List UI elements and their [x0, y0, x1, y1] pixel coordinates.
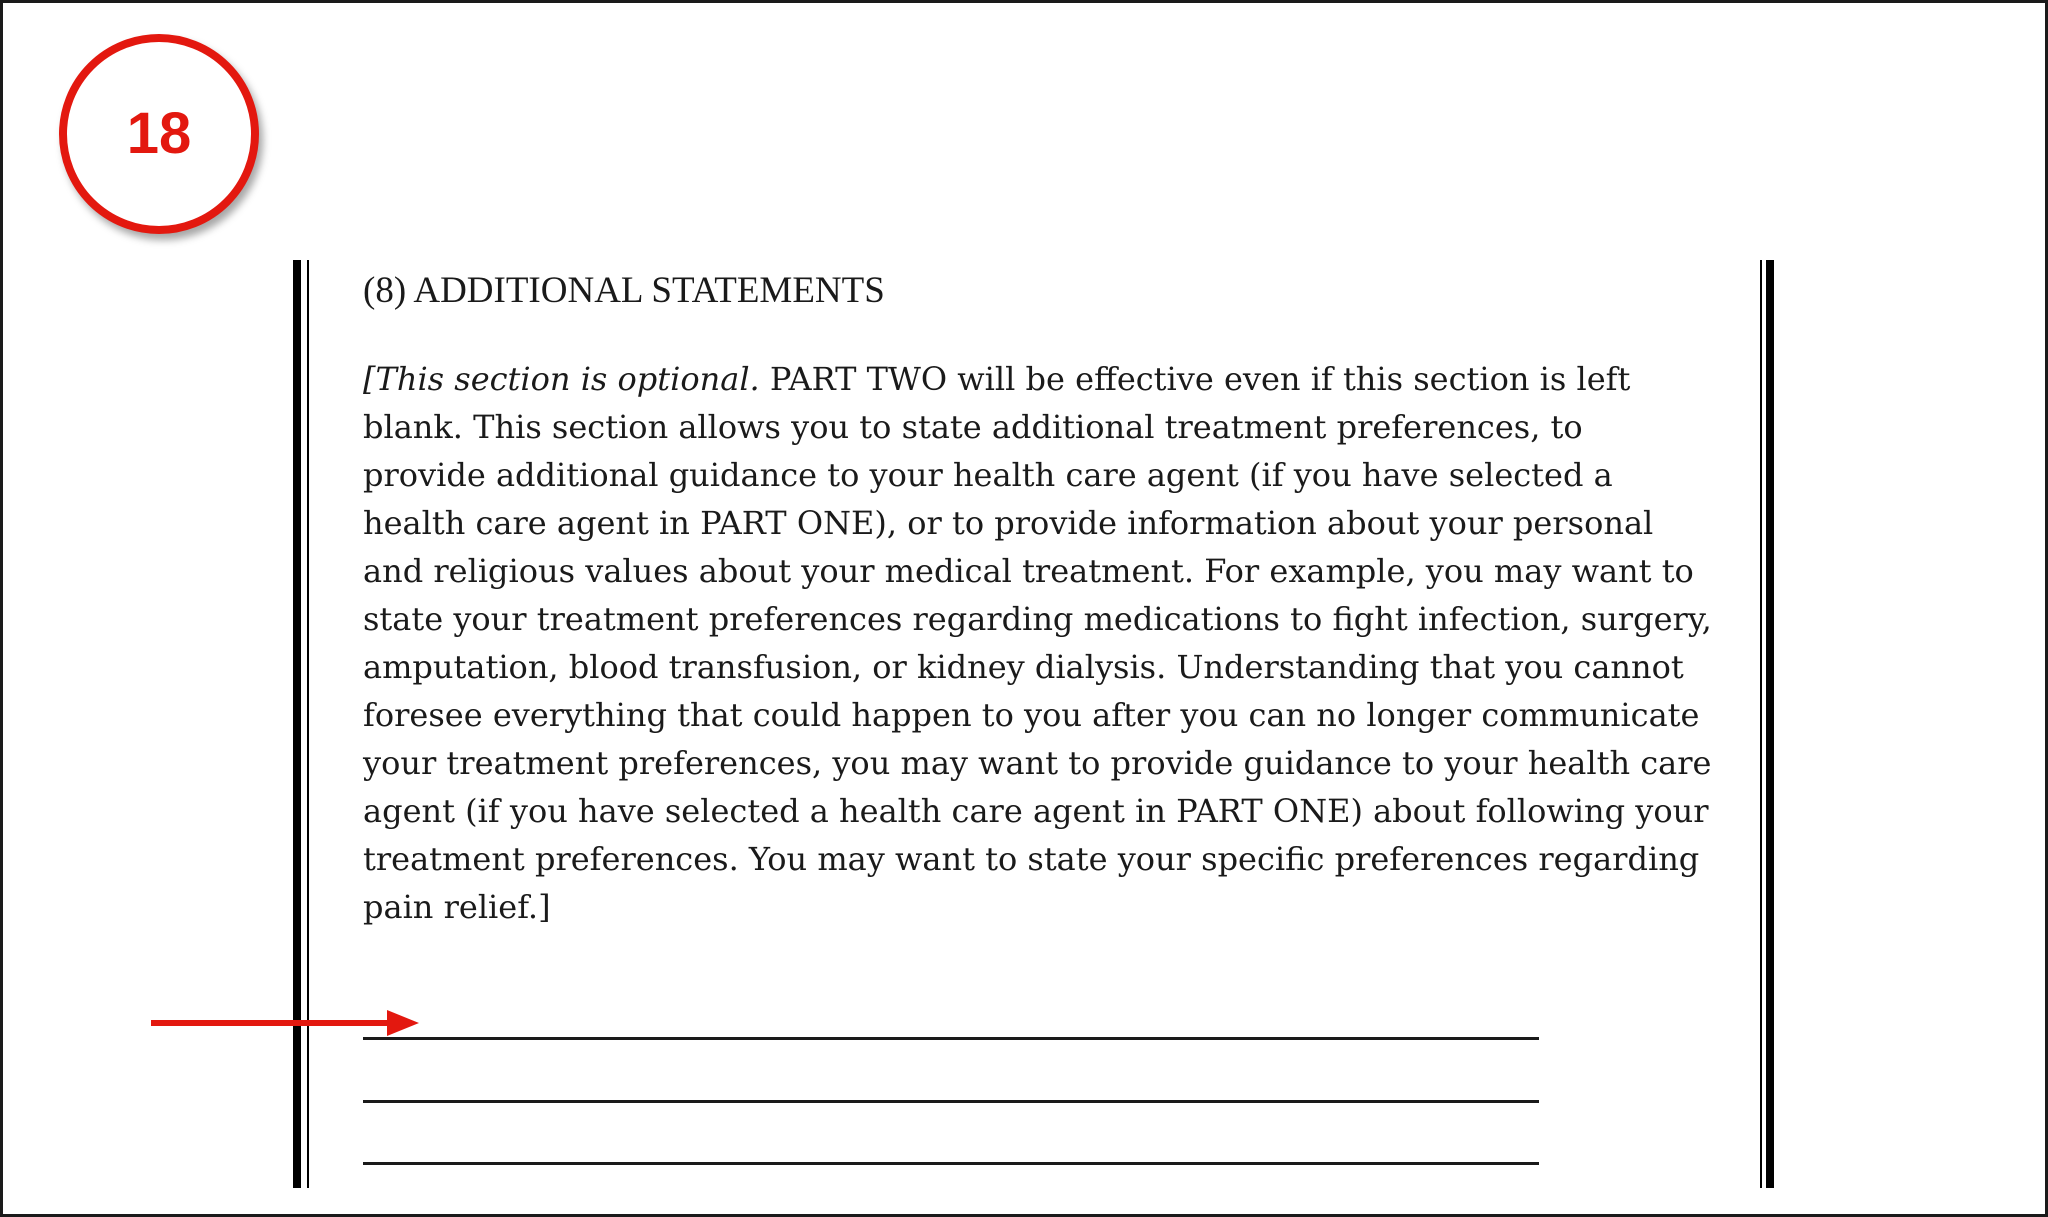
arrow-right-icon: [151, 1009, 419, 1037]
section-content: [363, 265, 1713, 931]
border-rule-thick: [1766, 260, 1774, 1188]
section-heading: (8) ADDITIONAL STATEMENTS: [363, 270, 885, 311]
answer-line-2[interactable]: [363, 1041, 1539, 1103]
page-border-right: [1760, 260, 1780, 1188]
instructions-text: PART TWO will be effective even if this section is left blank. This section allows you to state additional treatment preferences, to provide additional guidance to your health care agent (if you have selected a health care agent in PART ONE), or to provide information about your personal and religious values about your medical treatment. For example, you may want to state your treatment preferences regarding medications to fight infection, surgery, amputation, blood transfusion, or kidney dialysis. Understanding that you cannot foresee everything that could happen to you after you can no longer communicate your treatment preferences, you may want to provide guidance to your health care agent (if you have selected a health care agent in PART ONE) about following your treatment preferences. You may want to state your specific preferences regarding pain relief.]: [363, 360, 1712, 926]
optional-note: [This section is optional.: [363, 360, 760, 398]
step-number-badge: [59, 34, 259, 234]
section-instructions: [363, 355, 1713, 931]
border-rule-thin: [307, 260, 309, 1188]
answer-line-3[interactable]: [363, 1103, 1539, 1165]
page-border-left: [293, 260, 313, 1188]
answer-lines: [363, 1037, 1539, 1165]
step-number: 18: [126, 101, 192, 166]
border-rule-thick: [293, 260, 301, 1188]
arrow-head: [387, 1010, 419, 1036]
border-rule-thin: [1760, 260, 1762, 1188]
